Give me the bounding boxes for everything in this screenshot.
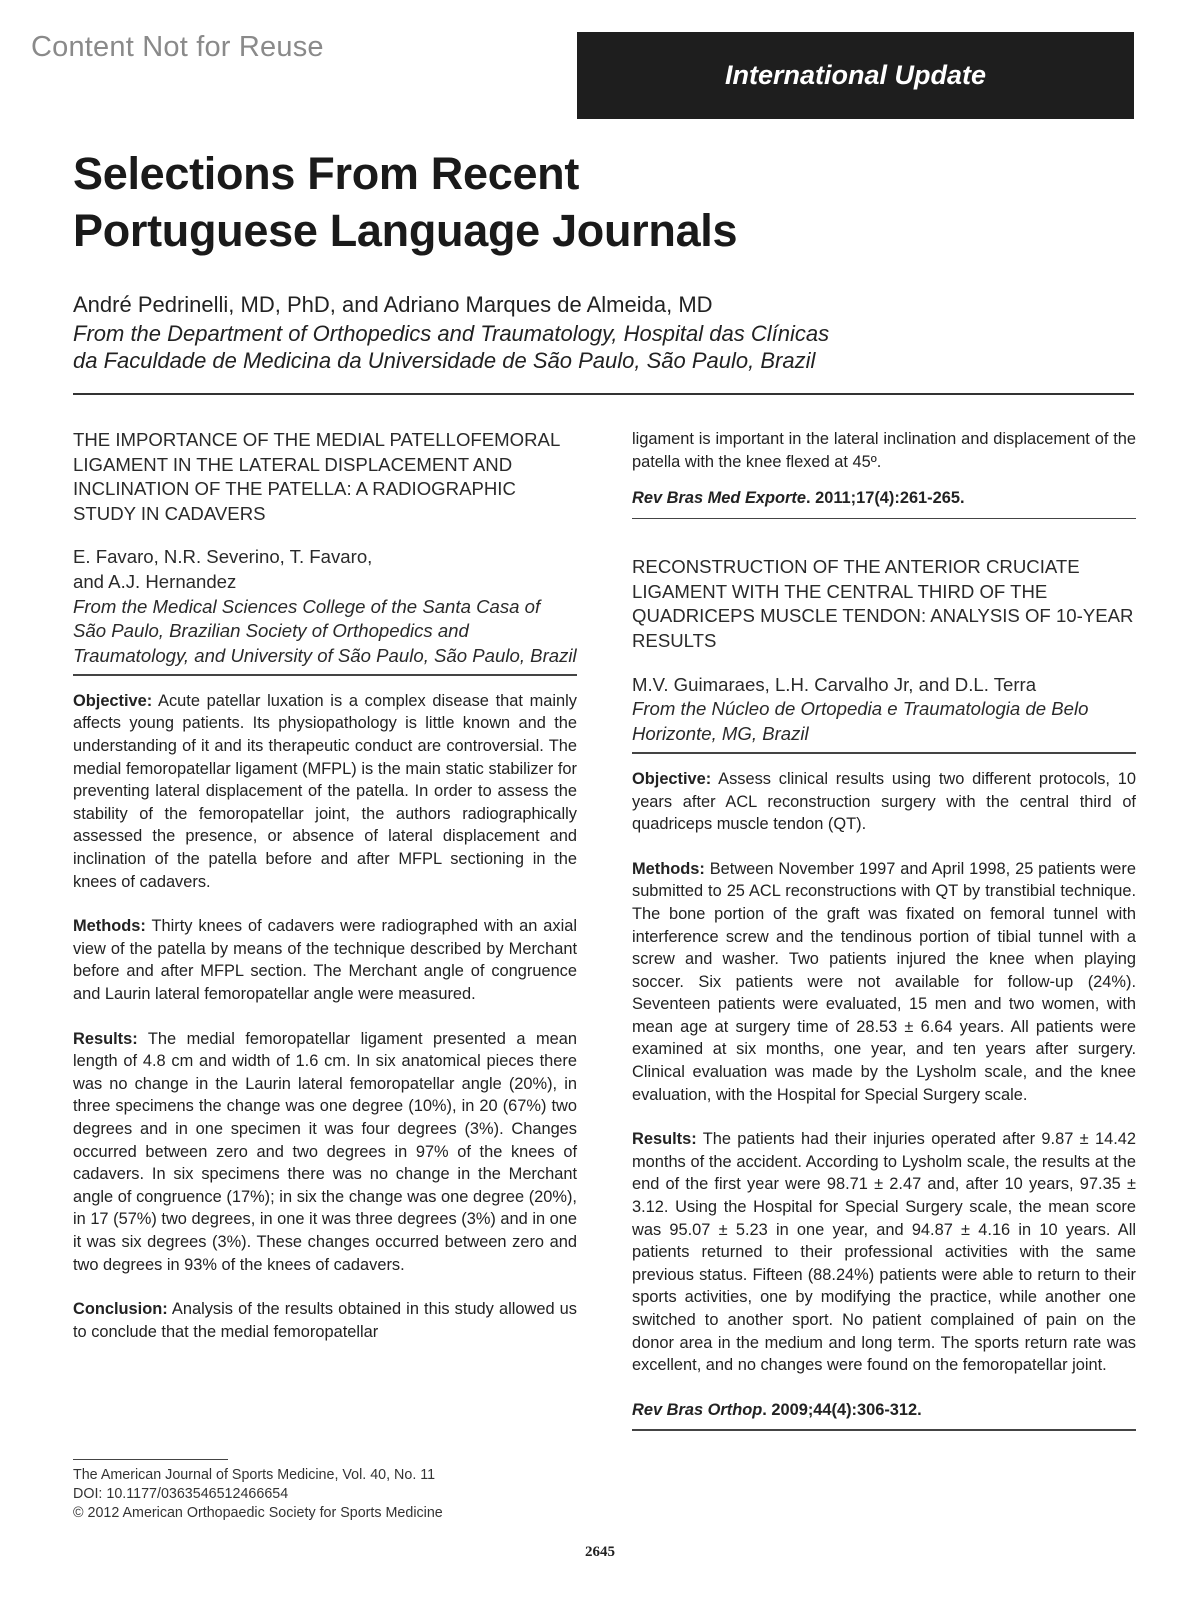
article-1-conclusion-continued: ligament is important in the lateral inclination and displacement of the patella with the knee flexed at 45º.: [632, 430, 1136, 471]
footnote-divider: [73, 1459, 228, 1460]
article-1-methods-label: Methods:: [73, 917, 146, 936]
article-1-objective: [73, 690, 577, 893]
section-banner: International Update: [577, 32, 1134, 119]
article-2-objective: [632, 768, 1136, 836]
article-2-results: [632, 1128, 1136, 1377]
footnote-doi: DOI: 10.1177/0363546512466654: [73, 1486, 289, 1502]
article-2-title: RECONSTRUCTION OF THE ANTERIOR CRUCIATE LIGAMENT WITH THE CENTRAL THIRD OF THE QUADRICEPS MUSCLE TENDON: ANALYSIS OF 10-YEAR RESULTS: [632, 556, 1134, 652]
header-divider: [73, 393, 1134, 395]
article-1-results-text: The medial femoropatellar ligament presented a mean length of 4.8 cm and width of 1.6 cm. In six anatomical pieces there was no change in the Laurin lateral femoropatellar angle (20%), in three specimens the change was one degree (10%), in 20 (67%) two degrees and in one specimen it was four degrees (3%). Changes occurred between zero and two degrees in 97% of the knees of cadavers. In six specimens there was no change in the Merchant angle of congruence (17%); in six the change was one degree (20%), in 17 (57%) two degrees, in one it was three degrees (3%) and in one it was six degrees (3%). These changes occurred between zero and two degrees in 93% of the knees of cadavers.: [73, 1029, 577, 1274]
article-1-objective-label: Objective:: [73, 691, 153, 710]
watermark: Content Not for Reuse: [31, 31, 324, 63]
article-1-authors-line-2: and A.J. Hernandez: [73, 570, 237, 592]
article-1-title: THE IMPORTANCE OF THE MEDIAL PATELLOFEMORAL LIGAMENT IN THE LATERAL DISPLACEMENT AND INCLINATION OF THE PATELLA: A RADIOGRAPHIC STUDY IN CADAVERS: [73, 429, 560, 524]
page-affiliation-line-2: da Faculdade de Medicina da Universidade de São Paulo, São Paulo, Brazil: [73, 348, 816, 373]
article-1-methods-text: Thirty knees of cadavers were radiographed with an axial view of the patella by means of the technique described by Merchant before and after MFPL section. The Merchant angle of congruence and Laurin lateral femoropatellar angle were measured.: [73, 917, 577, 1003]
right-column: [632, 428, 1136, 1431]
article-1-conclusion-label: Conclusion:: [73, 1300, 168, 1319]
page-affiliation: [73, 320, 1073, 374]
article-2-objective-label: Objective:: [632, 769, 712, 788]
article-2-citation-divider: [632, 1429, 1136, 1431]
article-1-methods: [73, 915, 577, 1005]
article-2-divider: [632, 752, 1136, 754]
article-1-citation: [632, 487, 1136, 510]
footnote-copyright: © 2012 American Orthopaedic Society for Sports Medicine: [73, 1505, 443, 1521]
article-2-results-text: The patients had their injuries operated after 9.87 ± 14.42 months of the accident. According to Lysholm scale, the results at the end of the first year were 98.71 ± 2.47 and, after 10 years, 97.35 ± 3.12. Using the Hospital for Special Surgery scale, the mean score was 95.07 ± 5.23 in one year, and 94.87 ± 4.16 in 10 years. All patients returned to their professional activities with the same previous status. Fifteen (88.24%) patients were able to return to their sports activities, one by modifying the practice, while another one switched to another sport. No patient complained of pain on the donor area in the medium and long term. The sports return rate was excellent, and no changes were found on the femoropatellar joint.: [632, 1130, 1136, 1375]
article-2-results-label: Results:: [632, 1130, 697, 1149]
article-1-affiliation: From the Medical Sciences College of the Santa Casa of São Paulo, Brazilian Society of Orthopedics and Traumatology, and University of São Paulo, São Paulo, Brazil: [73, 595, 577, 666]
article-1-conclusion: [73, 1298, 577, 1343]
page-title: [73, 145, 973, 259]
article-2-authors: M.V. Guimaraes, L.H. Carvalho Jr, and D.L. Terra: [632, 673, 1037, 695]
article-2-methods-text: Between November 1997 and April 1998, 25 patients were submitted to 25 ACL reconstructions with QT by transtibial technique. The bone portion of the graft was fixated on femoral tunnel with interference screw and the tendinous portion of tibial tunnel with a screw and washer. Two patients injured the knee when playing soccer. Six patients were not available for follow-up (24%). Seventeen patients were evaluated, 15 men and two women, with mean age at surgery time of 28.53 ± 6.64 years. All patients were examined at six months, one year, and ten years after surgery. Clinical evaluation was made by the Lysholm scale, and the knee evaluation, with the Hospital for Special Surgery scale.: [632, 859, 1136, 1104]
left-column: [73, 428, 577, 1343]
page-title-line-2: Portuguese Language Journals: [73, 205, 738, 256]
article-2-citation-journal: Rev Bras Orthop: [632, 1400, 763, 1419]
article-1-results-label: Results:: [73, 1029, 138, 1048]
article-2-methods: [632, 858, 1136, 1107]
page-affiliation-line-1: From the Department of Orthopedics and Traumatology, Hospital das Clínicas: [73, 321, 830, 346]
article-2-citation: [632, 1399, 1136, 1422]
article-1-citation-divider: [632, 518, 1136, 520]
page-title-line-1: Selections From Recent: [73, 148, 580, 199]
article-1-objective-text: Acute patellar luxation is a complex disease that mainly affects young patients. Its physiopathology is little known and the understanding of it and its therapeutic conduct are controversial. The medial femoropatellar ligament (MFPL) is the main static stabilizer for preventing lateral displacement of the patella. In order to assess the stability of the femoropatellar joint, the authors radiographically assessed the presence, or absence of lateral displacement and inclination of the patella before and after MFPL sectioning in the knees of cadavers.: [73, 691, 577, 891]
footnote-journal: The American Journal of Sports Medicine, Vol. 40, No. 11: [73, 1467, 436, 1483]
article-1-citation-ref: . 2011;17(4):261-265.: [805, 489, 965, 508]
article-2-citation-ref: . 2009;44(4):306-312.: [762, 1400, 922, 1419]
article-2-methods-label: Methods:: [632, 859, 705, 878]
article-2-affiliation: From the Núcleo de Ortopedia e Traumatologia de Belo Horizonte, MG, Brazil: [632, 698, 1089, 744]
article-2-objective-text: Assess clinical results using two different protocols, 10 years after ACL reconstruction surgery with the central third of quadriceps muscle tendon (QT).: [632, 769, 1136, 834]
footnote: [73, 1466, 443, 1523]
article-1-divider: [73, 674, 577, 676]
article-1-conclusion-text: Analysis of the results obtained in this study allowed us to conclude that the medial femoropatellar: [73, 1300, 577, 1341]
article-1-authors: [73, 545, 577, 594]
page-authors: André Pedrinelli, MD, PhD, and Adriano Marques de Almeida, MD: [73, 292, 713, 317]
article-1-citation-journal: Rev Bras Med Exporte: [632, 489, 806, 508]
article-1-results: [73, 1028, 577, 1277]
page-number: 2645: [585, 1544, 615, 1560]
article-1-authors-line-1: E. Favaro, N.R. Severino, T. Favaro,: [73, 546, 373, 568]
